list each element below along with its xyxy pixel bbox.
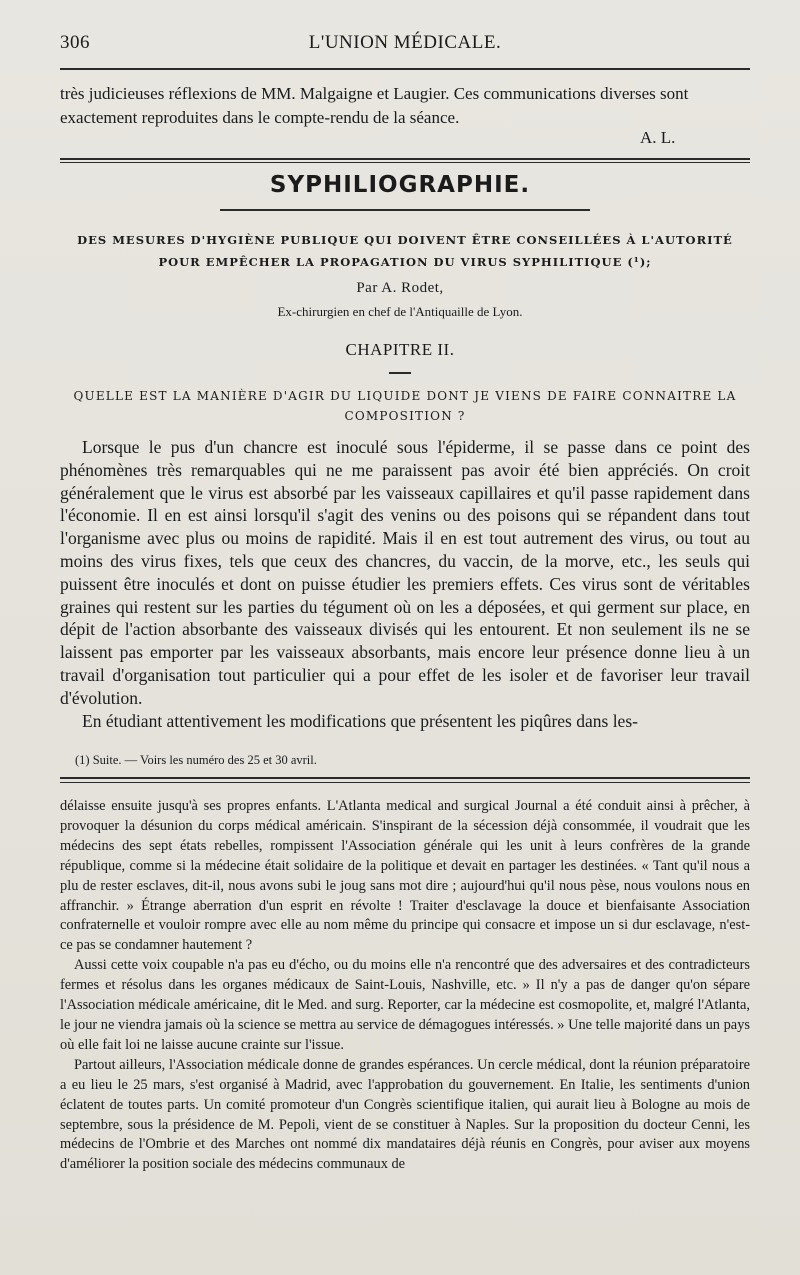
header-rule (60, 68, 750, 70)
section-title: SYPHILIOGRAPHIE. (269, 172, 531, 198)
byline: Par A. Rodet, (356, 280, 444, 296)
feuilleton-rule-bottom (60, 782, 750, 783)
chapter-heading: CHAPITRE II. (345, 340, 455, 359)
feuilleton-paragraph: Aussi cette voix coupable n'a pas eu d'écho, ou du moins elle n'a rencontré que des adversaires et des contradicteurs fermes et résolus dans les organes médicaux de Saint-Louis, Nashville, etc. » Il n'y a pas de danger qu'on sépare l'Association médicale américaine, dit le Med. and surg. Reporter, car la médecine est cosmopolite, et, malgré l'Atlanta, le jour ne viendra jamais où la science se mettra au service de démagogues intéressés. » Une telle majorité dans un pays où elle fait loi ne laisse aucune crainte sur l'issue. (60, 957, 750, 1053)
lead-paragraph: très judicieuses réflexions de MM. Malgaigne et Laugier. Ces communications diverses sont exactement reproduites dans le compte-rendu de la séance. (60, 84, 689, 127)
feuilleton-body (60, 797, 750, 1175)
signature: A. L. (640, 128, 676, 147)
feuilleton-rule-top (60, 777, 750, 779)
feuilleton-paragraph: délaisse ensuite jusqu'à ses propres enfants. L'Atlanta medical and surgical Journal a été conduit ainsi à prêcher, à provoquer la désunion du corps médical américain. S'inspirant de la sécession déjà consommée, il voudrait que les médecins des sept états rebelles, rompissent l'Association générale qui les unit à leurs confrères de la grande république, comme si la médecine était solidaire de la politique et devait en partager les destinées. « Tant qu'il nous a plu de rester esclaves, dit-il, nous avons subi le joug sans mot dire ; aujourd'hui qu'il nous pèse, nous voulons nous en affranchir. » Étrange aberration d'un esprit en révolte ! Traiter d'esclavage la douce et bienfaisante Association confraternelle et vouloir rompre avec elle au nom même du principe qui consacre et impose un si dur esclavage, n'est-ce pas se condamner hautement ? (60, 798, 750, 954)
article-body (60, 436, 750, 732)
byline-affiliation: Ex-chirurgien en chef de l'Antiquaille de Lyon. (277, 304, 523, 319)
section-divider-bottom (60, 162, 750, 163)
chapter-question: QUELLE EST LA MANIÈRE D'AGIR DU LIQUIDE DONT JE VIENS DE FAIRE CONNAITRE LA COMPOSITION ? (73, 389, 737, 423)
section-title-underline (220, 209, 590, 211)
article-title: DES MESURES D'HYGIÈNE PUBLIQUE QUI DOIVENT ÊTRE CONSEILLÉES À L'AUTORITÉ POUR EMPÊCHER LA PROPAGATION DU VIRUS SYPHILITIQUE (¹); (77, 233, 733, 269)
chapter-dash (389, 372, 411, 374)
section-divider-top (60, 158, 750, 160)
journal-title: L'UNION MÉDICALE. (308, 32, 502, 53)
article-paragraph: Lorsque le pus d'un chancre est inoculé sous l'épiderme, il se passe dans ce point des phénomènes très remarquables qui ne me paraissent pas avoir été bien appréciés. On croit généralement que le virus est absorbé par les vaisseaux capillaires et qu'il passe rapidement dans l'économie. Il en est ainsi lorsqu'il s'agit des venins ou des poisons qui se répandent dans tout l'organisme avec plus ou moins de rapidité. Mais il en est tout autrement des virus, ou tout au moins des virus fixes, tels que ceux des chancres, du vaccin, de la morve, etc., les seuls qui puissent être inoculés et dont on puisse étudier les premiers effets. Ces virus sont de véritables graines qui restent sur les parties du tégument où on les a déposées, et qui germent sur place, en dépit de l'action absorbante des vaisseaux divisés qui les entourent. Et non seulement ils ne se laissent pas emporter par les vaisseaux absorbants, mais encore leur présence donne lieu à un travail d'organisation tout particulier qui a pour effet de les isoler et de favoriser leur travail d'évolution. (60, 437, 750, 708)
page-number: 306 (60, 32, 90, 53)
feuilleton-paragraph: Partout ailleurs, l'Association médicale donne de grandes espérances. Un cercle médical, dont la réunion préparatoire a eu lieu le 25 mars, s'est organisé à Madrid, avec l'approbation du gouvernement. En Italie, les sentiments d'union éclatent de toutes parts. Un comité promoteur d'un Congrès scientifique italien, qui aurait lieu à Bologne au mois de septembre, sous la présidence de M. Pepoli, vient de se constituer à Naples. Sur la proposition du docteur Cenni, les médecins de l'Ombrie et des Marches ont nommé dix mandataires déjà réunis en Congrès, pour aviser aux moyens d'améliorer la position sociale des médecins communaux de (60, 1056, 750, 1173)
footnote: (1) Suite. — Voirs les numéro des 25 et 30 avril. (75, 753, 317, 767)
article-paragraph: En étudiant attentivement les modifications que présentent les piqûres dans les- (82, 710, 638, 731)
page-header (60, 32, 750, 56)
